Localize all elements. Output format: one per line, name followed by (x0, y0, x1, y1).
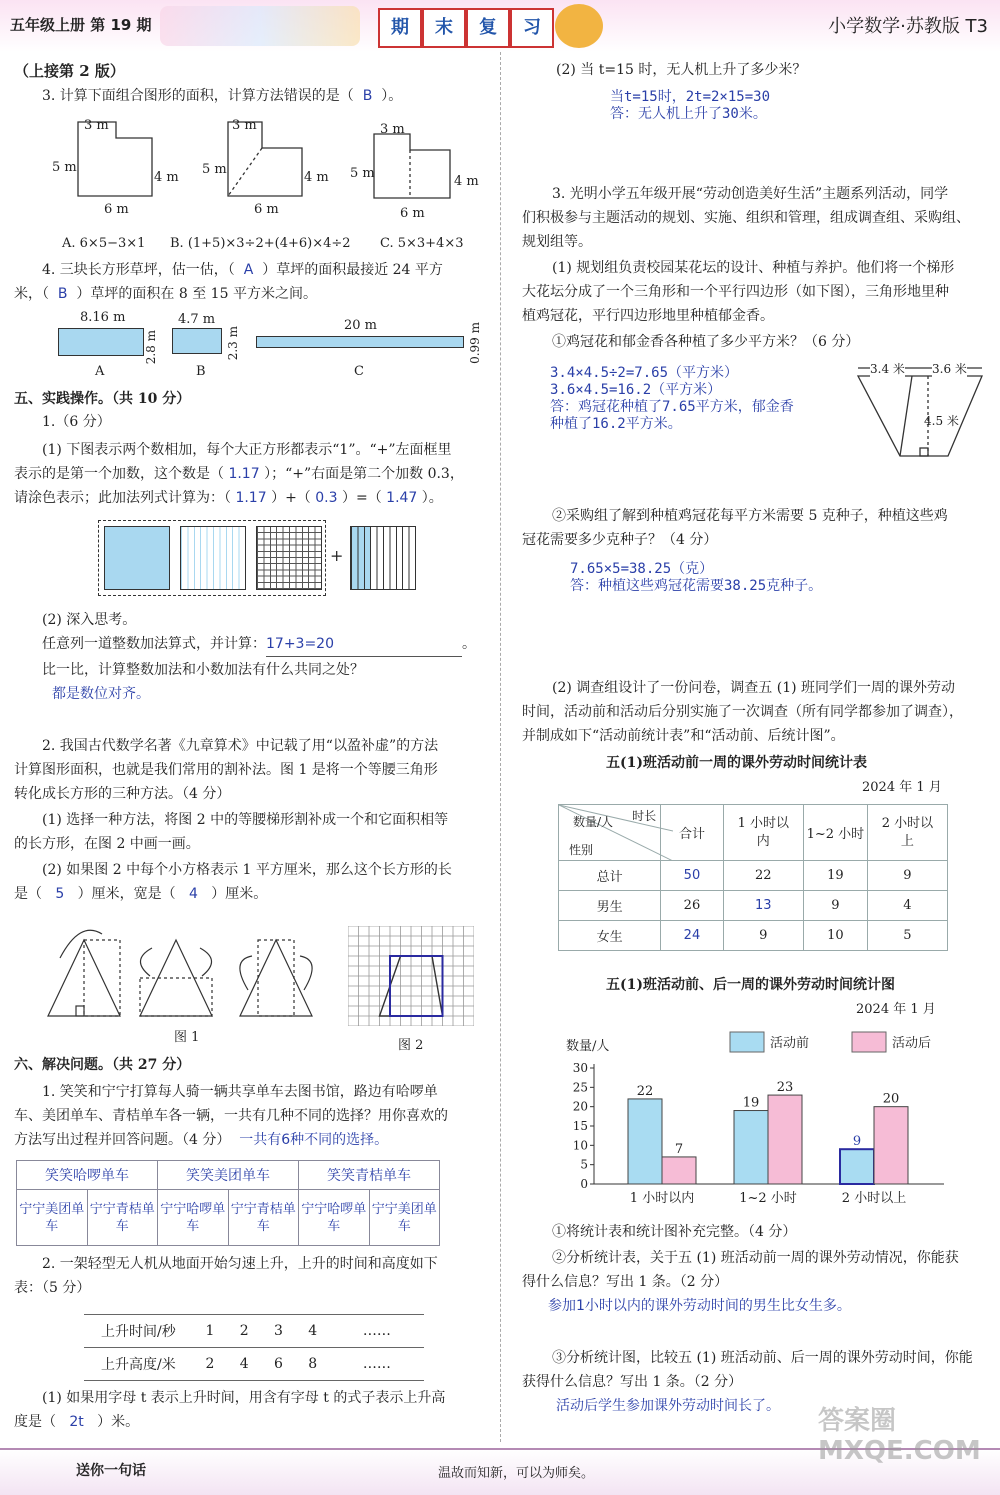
bar-label-1-3: 9 (852, 1134, 862, 1150)
r3-answer-1: 3.4×4.5÷2=7.65（平方米） (550, 365, 739, 381)
r3-answer-5: 7.65×5=38.25（克） (570, 561, 714, 577)
tail-q3-line2: 获得什么信息？写出 1 条。（2 分） (522, 1374, 743, 1390)
table-cell: 24 (661, 921, 724, 951)
drone-cell: 3 (261, 1315, 295, 1348)
castle-banner-icon (160, 6, 360, 46)
square-full (104, 526, 170, 590)
lawn-c-width: 20 m (344, 318, 378, 333)
lawn-a (58, 328, 144, 356)
tail-q2-line2: 得什么信息？写出 1 条。（2 分） (522, 1274, 729, 1290)
corner-time: 时长 (632, 809, 657, 823)
tail-q3-answer: 活动后学生参加课外劳动时间长了。 (556, 1398, 780, 1414)
col-head: 1 小时以内 (723, 805, 803, 861)
p1-2-line1: 任意列一道整数加法算式，并计算：17+3=20 。 (42, 632, 476, 657)
p1-1-line2: 表示的是第一个加数，这个数是（ 1.17 ）；“+”右面是第二个加数 0.3， (14, 466, 464, 482)
bike-head-2: 笑笑美团单车 (158, 1161, 299, 1190)
footer-quote: 温故而知新，可以为师矣。 (438, 1466, 595, 1481)
bike-cell: 宁宁青桔单车 (228, 1190, 299, 1246)
tail-q3-line1: ③分析统计图，比较五 (1) 班活动前、后一周的课外劳动时间，你能 (552, 1350, 973, 1366)
table-cell: 10 (803, 921, 867, 951)
bar-chart (560, 1028, 960, 1212)
bar-1-1 (628, 1099, 662, 1184)
section-6-title: 六、解决问题。（共 27 分） (14, 1057, 191, 1073)
table-cell: 13 (723, 891, 803, 921)
s2-q1-line2: 度是（ 2t ）米。 (14, 1414, 140, 1430)
header-box-1: 期 (378, 8, 422, 48)
header-box-4: 习 (510, 8, 554, 48)
bar-label-2-1: 7 (674, 1141, 684, 1157)
fig-b-bottom: 6 m (254, 202, 279, 217)
lion-mascot-icon (555, 4, 603, 48)
fig-c-top: 3 m (380, 122, 405, 137)
table-cell: 9 (803, 891, 867, 921)
r3-line1: 3. 光明小学五年级开展“劳动创造美好生活”主题系列活动，同学 (552, 186, 949, 202)
figure-2-grid (348, 926, 474, 1026)
bar-label-1-1: 22 (636, 1083, 654, 1099)
drone-cell: 上升时间/秒 (84, 1315, 193, 1348)
corner-sex: 性别 (569, 843, 594, 857)
fig-a-left: 5 m (52, 160, 77, 175)
legend-label-2: 活动后 (892, 1036, 932, 1051)
y-tick-label: 30 (572, 1061, 588, 1075)
r3-line8: ②采购组了解到种植鸡冠花每平方米需要 5 克种子，种植这些鸡 (552, 508, 948, 524)
y-axis-label: 数量/人 (566, 1039, 610, 1054)
tail-q1: ①将统计表和统计图补充完整。（4 分） (552, 1224, 797, 1240)
figure-1 (40, 920, 340, 1030)
lawn-c (256, 336, 464, 348)
tail-q2-line1: ②分析统计表，关于五 (1) 班活动前一周的课外劳动情况，你能获 (552, 1250, 959, 1266)
figure-1-caption: 图 1 (174, 1030, 200, 1045)
q3-option-b: B. (1+5)×3÷2+(4+6)×4÷2 (170, 236, 351, 251)
y-tick-label: 25 (572, 1080, 588, 1095)
table-cell: 50 (661, 861, 724, 891)
y-tick-label: 15 (572, 1119, 588, 1133)
p2-line6: (2) 如果图 2 中每个小方格表示 1 平方厘米，那么这个长方形的长 (42, 862, 452, 878)
r3-line6: 植鸡冠花，平行四边形地里种植郁金香。 (522, 308, 774, 324)
lawn-b-label: B (196, 364, 206, 379)
header-box-3: 复 (466, 8, 510, 48)
p2-line3: 转化成长方形的三种方法。（4 分） (14, 786, 231, 802)
corner-count: 数量/人 (573, 815, 614, 829)
drone-cell: 4 (227, 1348, 261, 1381)
square-second-addend (350, 526, 416, 590)
bar-label-2-3: 20 (882, 1091, 900, 1107)
q3-option-c: C. 5×3+4×3 (380, 236, 464, 251)
row-label: 男生 (559, 891, 661, 921)
col-head: 2 小时以上 (867, 805, 947, 861)
p2-line1: 2. 我国古代数学名著《九章算术》中记载了用“以盈补虚”的方法 (42, 738, 439, 754)
bike-table (16, 1160, 440, 1246)
drone-cell: 4 (296, 1315, 330, 1348)
legend-swatch-1 (730, 1032, 764, 1052)
r3-answer-4: 种植了16.2平方米。 (550, 416, 682, 432)
survey-table (558, 804, 948, 951)
footer-left: 送你一句话 (76, 1463, 146, 1479)
square-hundredths (256, 526, 322, 590)
bike-head-1: 笑笑哈啰单车 (17, 1161, 158, 1190)
bike-cell: 宁宁青桔单车 (87, 1190, 158, 1246)
s1-line3: 方法写出过程并回答问题。（4 分） 一共有6种不同的选择。 (14, 1132, 389, 1148)
x-tick-label: 2 小时以上 (841, 1191, 907, 1206)
chart-date: 2024 年 1 月 (856, 1002, 936, 1017)
tail-q2-answer: 参加1小时以内的课外劳动时间的男生比女生多。 (548, 1298, 851, 1314)
y-tick-label: 20 (572, 1099, 588, 1114)
column-divider (500, 52, 502, 1442)
r3-line12: 并制成如下“活动前统计表”和“活动前、后统计图”。 (522, 728, 845, 744)
drone-cell: 上升高度/米 (84, 1348, 193, 1381)
drone-cell: …… (330, 1348, 424, 1381)
col-head: 合计 (661, 805, 724, 861)
trapezoid-height: 4.5 米 (924, 414, 959, 428)
row-label: 总计 (559, 861, 661, 891)
r3-answer-2: 3.6×4.5=16.2（平方米） (550, 382, 722, 398)
col-head: 1~2 小时 (803, 805, 867, 861)
lawn-b-width: 4.7 m (178, 312, 216, 327)
y-tick-label: 10 (572, 1138, 588, 1153)
p1-1-line1: (1) 下图表示两个数相加，每个大正方形都表示“1”。“+”左面框里 (42, 442, 452, 458)
drone-cell: …… (330, 1315, 424, 1348)
fig-b-right: 4 m (304, 170, 329, 185)
p1-2-title: (2) 深入思考。 (42, 612, 137, 628)
r3-answer-6: 答：种植这些鸡冠花需要38.25克种子。 (570, 578, 823, 594)
lawn-b (172, 328, 222, 354)
issue-label: 五年级上册 第 19 期 (10, 16, 152, 34)
p1-2-answer: 都是数位对齐。 (52, 686, 150, 702)
fig-c-right: 4 m (454, 174, 479, 189)
fig-b-top: 3 m (232, 118, 257, 133)
fig-c-left: 5 m (350, 166, 375, 181)
fig-c-bottom: 6 m (400, 206, 425, 221)
s2-line2: 表：（5 分） (14, 1280, 91, 1296)
r1-answer-2: 答：无人机上升了30米。 (610, 106, 767, 122)
p2-line4: (1) 选择一种方法，将图 2 中的等腰梯形割补成一个和它面积相等 (42, 812, 449, 828)
r3-line3: 规划组等。 (522, 234, 592, 250)
p1-title: 1.（6 分） (42, 414, 111, 430)
bike-cell: 宁宁哈啰单车 (299, 1190, 370, 1246)
r3-line7: ①鸡冠花和郁金香各种植了多少平方米？（6 分） (552, 334, 860, 350)
lawn-b-height: 2.3 m (226, 326, 240, 361)
legend-swatch-2 (852, 1032, 886, 1052)
bike-cell: 宁宁哈啰单车 (158, 1190, 229, 1246)
drone-cell: 2 (227, 1315, 261, 1348)
bike-cell: 宁宁美团单车 (17, 1190, 88, 1246)
r3-line4: (1) 规划组负责校园某花坛的设计、种植与养护。他们将一个梯形 (552, 260, 955, 276)
drone-cell: 6 (261, 1348, 295, 1381)
table-title: 五(1)班活动前一周的课外劳动时间统计表 (606, 755, 867, 771)
fig-a-top: 3 m (84, 118, 109, 133)
s2-q1-line1: (1) 如果用字母 t 表示上升时间，用含有字母 t 的式子表示上升高 (42, 1390, 446, 1406)
bike-cell: 宁宁美团单车 (369, 1190, 440, 1246)
table-cell: 26 (661, 891, 724, 921)
trapezoid-base-a: 3.4 米 (870, 362, 905, 376)
subject-label: 小学数学·苏教版 T3 (828, 16, 988, 37)
bar-label-1-2: 19 (742, 1095, 760, 1111)
r3-line5: 大花坛分成了一个三角形和一个平行四边形（如下图），三角形地里种 (522, 284, 949, 300)
table-cell: 22 (723, 861, 803, 891)
square-tenths (180, 526, 246, 590)
lawn-a-label: A (95, 364, 105, 379)
watermark: 答案圈 MXQE.COM (818, 1406, 981, 1466)
q4-line1: 4. 三块长方形草坪，估一估，（ A ）草坪的面积最接近 24 平方 (42, 262, 443, 278)
drone-cell: 8 (296, 1348, 330, 1381)
lawn-a-width: 8.16 m (80, 310, 126, 325)
table-corner (559, 805, 661, 861)
q4-line2: 米，（ B ）草坪的面积在 8 至 15 平方米之间。 (14, 286, 317, 302)
bar-label-2-2: 23 (776, 1080, 794, 1096)
plus-sign: + (330, 546, 344, 565)
drone-table (84, 1314, 424, 1381)
chart-title: 五(1)班活动前、后一周的课外劳动时间统计图 (606, 977, 895, 993)
p2-line2: 计算图形面积，也就是我们常用的割补法。图 1 是将一个等腰三角形 (14, 762, 438, 778)
r3-line9: 冠花需要多少克种子？（4 分） (522, 532, 718, 548)
legend-label-1: 活动前 (770, 1036, 810, 1051)
r3-line11: 时间，活动前和活动后分别实施了一次调查（所有同学都参加了调查）， (522, 704, 963, 720)
q3-text: 3. 计算下面组合图形的面积，计算方法错误的是（ B ）。 (42, 88, 403, 104)
table-cell: 9 (723, 921, 803, 951)
p2-line7: 是（ 5 ）厘米，宽是（ 4 ）厘米。 (14, 886, 268, 902)
s1-line1: 1. 笑笑和宁宁打算每人骑一辆共享单车去图书馆，路边有哈啰单 (42, 1084, 438, 1100)
q3-option-a: A. 6×5−3×1 (62, 236, 146, 251)
row-label: 女生 (559, 921, 661, 951)
bar-1-2 (734, 1111, 768, 1184)
y-tick-label: 5 (580, 1157, 588, 1172)
lawn-c-height: 0.99 m (468, 322, 482, 364)
fig-a-right: 4 m (154, 170, 179, 185)
header-box-2: 末 (422, 8, 466, 48)
r1-question: (2) 当 t=15 时，无人机上升了多少米？ (556, 62, 807, 78)
lawn-c-label: C (354, 364, 364, 379)
p1-2-line2: 比一比，计算整数加法和小数加法有什么共同之处？ (42, 662, 364, 678)
table-cell: 5 (867, 921, 947, 951)
fig-b-left: 5 m (202, 162, 227, 177)
r1-answer-1: 当t=15时，2t=2×15=30 (610, 89, 771, 105)
x-tick-label: 1~2 小时 (739, 1191, 797, 1206)
bar-2-3 (874, 1107, 908, 1184)
lawn-a-height: 2.8 m (144, 330, 158, 365)
fig-a-bottom: 6 m (104, 202, 129, 217)
p2-line5: 的长方形，在图 2 中画一画。 (14, 836, 200, 852)
drone-cell: 2 (193, 1348, 227, 1381)
s2-line1: 2. 一架轻型无人机从地面开始匀速上升，上升的时间和高度如下 (42, 1256, 438, 1272)
s1-line2: 车、美团单车、青桔单车各一辆，一共有几种不同的选择？用你喜欢的 (14, 1108, 448, 1124)
figure-2-caption: 图 2 (398, 1038, 424, 1053)
r3-line10: (2) 调查组设计了一份问卷，调查五 (1) 班同学们一周的课外劳动 (552, 680, 956, 696)
table-cell: 19 (803, 861, 867, 891)
section-5-title: 五、实践操作。（共 10 分） (14, 391, 191, 407)
continued-label: （上接第 2 版） (14, 62, 125, 80)
bike-head-3: 笑笑青桔单车 (299, 1161, 440, 1190)
y-tick-label: 0 (580, 1177, 588, 1191)
table-date: 2024 年 1 月 (862, 780, 942, 795)
bar-2-2 (768, 1095, 802, 1184)
table-cell: 9 (867, 861, 947, 891)
r3-answer-3: 答：鸡冠花种植了7.65平方米，郁金香 (550, 399, 794, 415)
trapezoid-base-b: 3.6 米 (932, 362, 967, 376)
bar-1-3 (840, 1149, 874, 1184)
drone-cell: 1 (193, 1315, 227, 1348)
table-cell: 4 (867, 891, 947, 921)
bar-2-1 (662, 1157, 696, 1184)
p1-1-line3: 请涂色表示；此加法列式计算为：（ 1.17 ）+（ 0.3 ）=（ 1.47 ）。 (14, 490, 443, 506)
x-tick-label: 1 小时以内 (629, 1191, 695, 1206)
r3-line2: 们积极参与主题活动的规划、实施、组织和管理，组成调查组、采购组、 (522, 210, 970, 226)
